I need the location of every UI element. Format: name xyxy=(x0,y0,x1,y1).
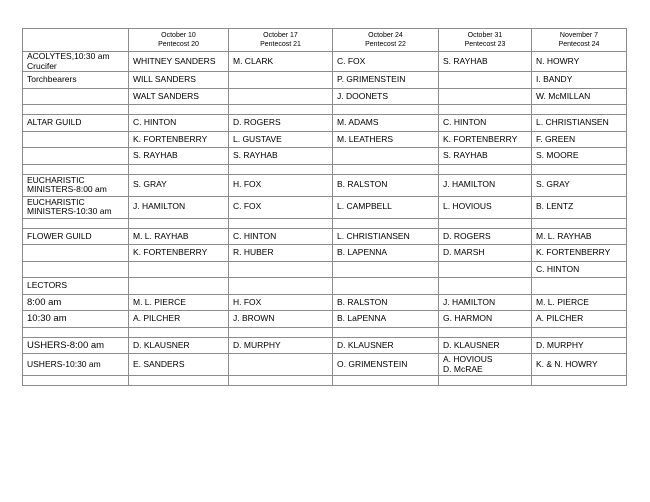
assignee-cell xyxy=(229,131,333,148)
role-label: MINISTERS-8:00 am xyxy=(27,184,107,194)
assignee-name: S. RAYHAB xyxy=(443,55,488,66)
assignee-cell xyxy=(229,245,333,262)
assignee-name: R. HUBER xyxy=(233,247,274,257)
assignee-name: WHITNEY SANDERS xyxy=(133,55,216,66)
assignee-name: P. GRIMENSTEIN xyxy=(337,74,406,84)
empty-cell xyxy=(229,376,333,386)
assignee-cell xyxy=(439,72,532,89)
assignee-cell xyxy=(129,148,229,165)
schedule-row xyxy=(23,52,627,72)
header-sunday: Pentecost 21 xyxy=(260,41,301,48)
role-label: MINISTERS-10:30 am xyxy=(27,206,112,216)
header-date: November 7 xyxy=(559,31,599,39)
assignee-cell xyxy=(532,294,627,311)
assignee-cell xyxy=(129,311,229,328)
assignee-name: B. RALSTON xyxy=(337,296,388,307)
assignee-name: L. HOVIOUS xyxy=(443,201,492,212)
role-cell xyxy=(23,311,129,328)
assignee-cell xyxy=(229,354,333,376)
role-cell xyxy=(23,337,129,354)
header-sunday: Pentecost 22 xyxy=(365,41,406,48)
assignee-name: I. BANDY xyxy=(536,74,573,84)
assignee-cell xyxy=(439,131,532,148)
assignee-name: W. McMILLAN xyxy=(536,90,591,101)
empty-cell xyxy=(532,327,627,337)
role-cell xyxy=(23,294,129,311)
role-label: 8:00 am xyxy=(27,296,62,308)
assignee-cell xyxy=(439,278,532,295)
assignee-name: G. HARMON xyxy=(443,313,493,323)
role-cell xyxy=(23,196,129,218)
empty-cell xyxy=(333,376,439,386)
assignee-cell xyxy=(532,311,627,328)
role-label: USHERS-8:00 am xyxy=(27,339,105,351)
assignee-cell xyxy=(229,196,333,218)
assignee-name: B. LaPENNA xyxy=(337,313,387,323)
assignee-name: M. ADAMS xyxy=(337,117,379,127)
header-date-cell xyxy=(129,29,229,52)
assignee-name: D. McRAE xyxy=(443,363,483,374)
header-date: October 10 xyxy=(161,31,196,39)
assignee-name: WILL SANDERS xyxy=(133,74,196,84)
assignee-cell xyxy=(333,88,439,105)
assignee-cell xyxy=(532,245,627,262)
spacer-row xyxy=(23,105,627,115)
empty-cell xyxy=(229,218,333,228)
assignee-name: C. FOX xyxy=(337,55,366,66)
assignee-cell xyxy=(532,88,627,105)
assignee-name: O. GRIMENSTEIN xyxy=(337,358,408,369)
assignee-cell xyxy=(333,294,439,311)
assignee-name: M. L. PIERCE xyxy=(133,296,186,307)
role-label: Torchbearers xyxy=(27,74,77,84)
empty-cell xyxy=(129,327,229,337)
assignee-cell xyxy=(333,52,439,72)
assignee-cell xyxy=(229,311,333,328)
assignee-cell xyxy=(439,354,532,376)
empty-cell xyxy=(333,105,439,115)
empty-cell xyxy=(23,218,129,228)
assignee-cell xyxy=(333,72,439,89)
assignee-name: J. HAMILTON xyxy=(443,296,496,307)
schedule-row xyxy=(23,196,627,218)
empty-cell xyxy=(439,164,532,174)
assignee-name: L. CHRISTIANSEN xyxy=(536,117,609,127)
assignee-name: A. PILCHER xyxy=(536,313,584,323)
assignee-cell xyxy=(129,72,229,89)
empty-cell xyxy=(129,218,229,228)
schedule-row xyxy=(23,174,627,196)
assignee-name: S. GRAY xyxy=(133,179,167,190)
assignee-cell xyxy=(532,196,627,218)
role-label: LECTORS xyxy=(27,280,67,290)
role-label: FLOWER GUILD xyxy=(27,230,92,241)
spacer-row xyxy=(23,164,627,174)
assignee-cell xyxy=(532,228,627,245)
assignee-name: WALT SANDERS xyxy=(133,90,199,101)
assignee-name: C. HINTON xyxy=(233,230,277,241)
assignee-name: S. RAYHAB xyxy=(233,150,278,160)
assignee-cell xyxy=(229,261,333,278)
header-date-cell xyxy=(439,29,532,52)
role-cell xyxy=(23,131,129,148)
assignee-name: L. GUSTAVE xyxy=(233,133,282,144)
assignee-cell xyxy=(439,196,532,218)
empty-cell xyxy=(23,376,129,386)
assignee-cell xyxy=(333,354,439,376)
schedule-row xyxy=(23,261,627,278)
assignee-cell xyxy=(439,245,532,262)
empty-cell xyxy=(532,376,627,386)
assignee-name: D. MARSH xyxy=(443,247,485,257)
empty-cell xyxy=(439,218,532,228)
assignee-name: B. RALSTON xyxy=(337,179,388,190)
assignee-cell xyxy=(229,52,333,72)
assignee-cell xyxy=(439,261,532,278)
assignee-cell xyxy=(129,88,229,105)
role-label: ACOLYTES,10:30 am xyxy=(27,51,110,61)
assignee-name: K. FORTENBERRY xyxy=(133,133,208,144)
role-cell xyxy=(23,52,129,72)
assignee-cell xyxy=(439,174,532,196)
role-label: USHERS-10:30 am xyxy=(27,358,101,369)
assignee-name: C. HINTON xyxy=(443,117,487,127)
assignee-name: M. L. RAYHAB xyxy=(133,230,189,241)
assignee-name: S. MOORE xyxy=(536,150,579,160)
assignee-name: A. PILCHER xyxy=(133,313,181,323)
empty-cell xyxy=(333,218,439,228)
assignee-name: K. FORTENBERRY xyxy=(133,247,208,257)
empty-cell xyxy=(439,376,532,386)
empty-cell xyxy=(129,105,229,115)
assignee-cell xyxy=(439,311,532,328)
role-cell xyxy=(23,245,129,262)
schedule-row xyxy=(23,245,627,262)
empty-cell xyxy=(439,327,532,337)
assignee-cell xyxy=(333,311,439,328)
assignee-name: D. MURPHY xyxy=(233,339,281,350)
assignee-cell xyxy=(129,294,229,311)
empty-cell xyxy=(532,164,627,174)
header-date-cell xyxy=(333,29,439,52)
assignee-cell xyxy=(229,294,333,311)
role-label: ALTAR GUILD xyxy=(27,117,82,127)
header-row xyxy=(23,29,627,52)
schedule-row xyxy=(23,228,627,245)
assignee-cell xyxy=(229,115,333,132)
assignee-cell xyxy=(129,52,229,72)
assignee-cell xyxy=(229,228,333,245)
assignee-cell xyxy=(129,261,229,278)
assignee-name: D. KLAUSNER xyxy=(337,339,394,350)
empty-cell xyxy=(229,327,333,337)
assignee-cell xyxy=(229,148,333,165)
assignee-name: D. KLAUSNER xyxy=(133,339,190,350)
assignee-name: S. RAYHAB xyxy=(443,150,488,160)
role-label: EUCHARISTIC xyxy=(27,196,85,207)
role-cell xyxy=(23,148,129,165)
role-cell xyxy=(23,228,129,245)
schedule-row xyxy=(23,72,627,89)
assignee-name: M. LEATHERS xyxy=(337,133,394,144)
assignee-cell xyxy=(439,337,532,354)
assignee-cell xyxy=(229,174,333,196)
assignee-cell xyxy=(129,245,229,262)
header-date: October 17 xyxy=(263,31,298,39)
assignee-name: B. LAPENNA xyxy=(337,247,388,257)
assignee-name: D. MURPHY xyxy=(536,339,584,350)
assignee-name: J. DOONETS xyxy=(337,90,389,101)
assignee-name: B. LENTZ xyxy=(536,201,574,212)
assignee-name: J. HAMILTON xyxy=(443,179,496,190)
ministry-schedule-table xyxy=(22,28,627,386)
assignee-cell xyxy=(333,196,439,218)
role-label: EUCHARISTIC xyxy=(27,174,85,185)
assignee-name: H. FOX xyxy=(233,179,262,190)
empty-cell xyxy=(23,164,129,174)
assignee-name: A. HOVIOUS xyxy=(443,354,493,364)
assignee-name: M. L. RAYHAB xyxy=(536,230,592,241)
assignee-name: K. & N. HOWRY xyxy=(536,358,598,369)
assignee-cell xyxy=(333,261,439,278)
header-date: October 24 xyxy=(368,31,403,39)
assignee-name: F. GREEN xyxy=(536,133,576,144)
role-cell xyxy=(23,354,129,376)
assignee-cell xyxy=(532,278,627,295)
empty-cell xyxy=(129,376,229,386)
assignee-cell xyxy=(229,337,333,354)
assignee-cell xyxy=(333,245,439,262)
role-label: Crucifer xyxy=(27,60,57,71)
assignee-cell xyxy=(129,228,229,245)
empty-cell xyxy=(439,105,532,115)
assignee-cell xyxy=(333,337,439,354)
assignee-name: H. FOX xyxy=(233,296,262,307)
role-cell xyxy=(23,174,129,196)
header-sunday: Pentecost 20 xyxy=(158,41,199,48)
header-sunday: Pentecost 24 xyxy=(558,41,600,48)
assignee-name: J. BROWN xyxy=(233,313,275,323)
assignee-cell xyxy=(439,115,532,132)
assignee-cell xyxy=(129,196,229,218)
assignee-cell xyxy=(333,228,439,245)
role-cell xyxy=(23,261,129,278)
schedule-body xyxy=(23,29,627,386)
assignee-name: J. HAMILTON xyxy=(133,201,186,212)
role-label: 10:30 am xyxy=(27,313,67,324)
assignee-cell xyxy=(532,337,627,354)
header-sunday: Pentecost 23 xyxy=(464,41,506,48)
assignee-cell xyxy=(229,278,333,295)
schedule-row xyxy=(23,294,627,311)
assignee-cell xyxy=(532,148,627,165)
empty-cell xyxy=(229,105,333,115)
assignee-cell xyxy=(333,148,439,165)
empty-cell xyxy=(23,327,129,337)
assignee-cell xyxy=(333,131,439,148)
assignee-cell xyxy=(333,115,439,132)
assignee-cell xyxy=(532,261,627,278)
assignee-cell xyxy=(532,115,627,132)
empty-cell xyxy=(229,164,333,174)
assignee-name: D. KLAUSNER xyxy=(443,339,500,350)
assignee-name: L. CAMPBELL xyxy=(337,201,392,212)
assignee-name: M. L. PIERCE xyxy=(536,296,589,307)
spacer-row xyxy=(23,218,627,228)
assignee-cell xyxy=(532,174,627,196)
header-date-cell xyxy=(229,29,333,52)
role-cell xyxy=(23,278,129,295)
assignee-name: K. FORTENBERRY xyxy=(536,247,611,257)
assignee-cell xyxy=(532,354,627,376)
empty-cell xyxy=(333,164,439,174)
assignee-name: N. HOWRY xyxy=(536,55,580,66)
assignee-name: E. SANDERS xyxy=(133,358,185,369)
role-cell xyxy=(23,88,129,105)
assignee-name: S. GRAY xyxy=(536,179,570,190)
schedule-row xyxy=(23,131,627,148)
spacer-row xyxy=(23,376,627,386)
spacer-row xyxy=(23,327,627,337)
empty-cell xyxy=(532,105,627,115)
assignee-cell xyxy=(439,148,532,165)
assignee-cell xyxy=(129,354,229,376)
assignee-cell xyxy=(129,278,229,295)
header-date: October 31 xyxy=(467,31,503,39)
schedule-row xyxy=(23,337,627,354)
assignee-cell xyxy=(439,294,532,311)
empty-cell xyxy=(129,164,229,174)
header-corner-cell xyxy=(23,29,129,52)
assignee-cell xyxy=(129,115,229,132)
assignee-cell xyxy=(229,72,333,89)
schedule-row xyxy=(23,354,627,376)
assignee-name: D. ROGERS xyxy=(443,230,491,241)
header-date-cell xyxy=(532,29,627,52)
assignee-cell xyxy=(439,52,532,72)
role-cell xyxy=(23,72,129,89)
assignee-name: C. FOX xyxy=(233,201,262,212)
empty-cell xyxy=(532,218,627,228)
assignee-cell xyxy=(439,88,532,105)
schedule-row xyxy=(23,88,627,105)
empty-cell xyxy=(333,327,439,337)
schedule-row xyxy=(23,115,627,132)
assignee-cell xyxy=(129,131,229,148)
assignee-cell xyxy=(333,278,439,295)
assignee-cell xyxy=(129,337,229,354)
assignee-cell xyxy=(129,174,229,196)
assignee-cell xyxy=(532,131,627,148)
assignee-name: L. CHRISTIANSEN xyxy=(337,230,410,241)
assignee-name: C. HINTON xyxy=(536,263,580,274)
assignee-name: D. ROGERS xyxy=(233,117,281,127)
assignee-cell xyxy=(229,88,333,105)
assignee-name: C. HINTON xyxy=(133,117,177,127)
schedule-row xyxy=(23,148,627,165)
assignee-cell xyxy=(532,72,627,89)
role-cell xyxy=(23,115,129,132)
schedule-row xyxy=(23,311,627,328)
schedule-row xyxy=(23,278,627,295)
assignee-name: M. CLARK xyxy=(233,55,274,66)
empty-cell xyxy=(23,105,129,115)
assignee-name: S. RAYHAB xyxy=(133,150,178,160)
assignee-cell xyxy=(532,52,627,72)
assignee-cell xyxy=(333,174,439,196)
assignee-cell xyxy=(439,228,532,245)
assignee-name: K. FORTENBERRY xyxy=(443,133,518,144)
